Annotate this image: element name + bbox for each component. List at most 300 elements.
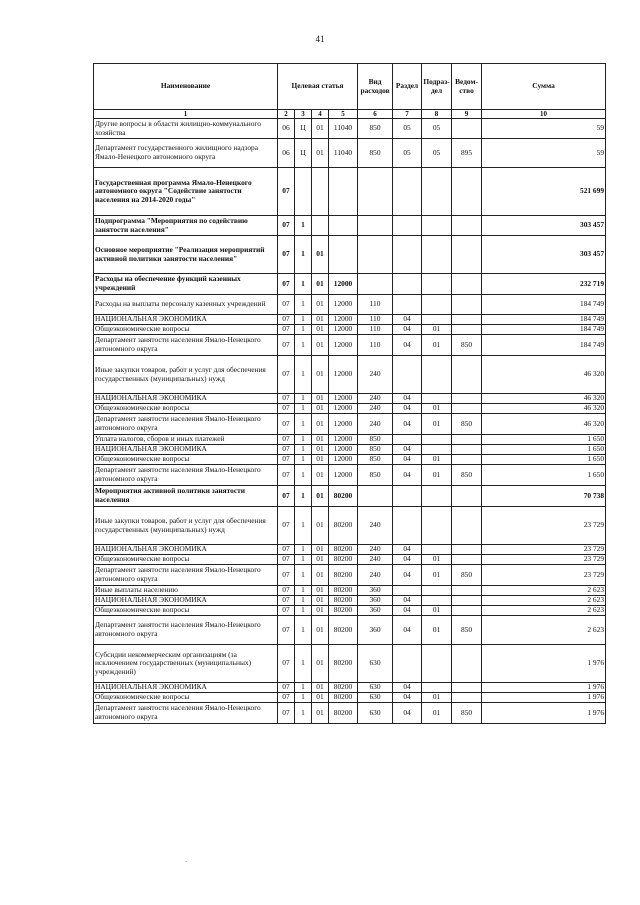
cell-section: 04 bbox=[393, 455, 422, 465]
cell-subprogram: 1 bbox=[295, 445, 312, 455]
cell-expense-type bbox=[358, 274, 393, 295]
cell-program: 07 bbox=[278, 703, 295, 724]
cell-subprogram: 1 bbox=[295, 693, 312, 703]
cell-section bbox=[393, 168, 422, 216]
header-target: Целевая статья bbox=[278, 64, 358, 110]
column-number: 4 bbox=[312, 110, 329, 119]
cell-sum: 1 976 bbox=[482, 703, 606, 724]
cell-subprogram: Ц bbox=[295, 119, 312, 139]
cell-program: 07 bbox=[278, 394, 295, 404]
table-row bbox=[94, 455, 606, 465]
cell-subprogram: 1 bbox=[295, 274, 312, 295]
cell-event: 01 bbox=[312, 295, 329, 315]
cell-department: 850 bbox=[452, 335, 482, 356]
cell-sum: 2 623 bbox=[482, 586, 606, 596]
cell-direction: 12000 bbox=[329, 445, 358, 455]
cell-program: 07 bbox=[278, 445, 295, 455]
table-row bbox=[94, 606, 606, 616]
cell-subsection: 01 bbox=[422, 555, 452, 565]
cell-direction: 12000 bbox=[329, 315, 358, 325]
cell-program: 07 bbox=[278, 435, 295, 445]
cell-section: 05 bbox=[393, 119, 422, 139]
cell-program: 07 bbox=[278, 645, 295, 683]
cell-department bbox=[452, 274, 482, 295]
cell-section: 04 bbox=[393, 616, 422, 645]
cell-event: 01 bbox=[312, 236, 329, 274]
scan-dot: · bbox=[185, 858, 188, 866]
row-name: Департамент занятости населения Ямало-Ненецкого автономного округа bbox=[94, 414, 278, 435]
row-name: Мероприятия активной политики занятости населения bbox=[94, 486, 278, 507]
cell-subsection bbox=[422, 168, 452, 216]
cell-direction: 80200 bbox=[329, 586, 358, 596]
cell-department: 850 bbox=[452, 465, 482, 486]
cell-direction: 12000 bbox=[329, 414, 358, 435]
cell-department bbox=[452, 435, 482, 445]
cell-expense-type: 240 bbox=[358, 394, 393, 404]
cell-department bbox=[452, 404, 482, 414]
cell-sum: 303 457 bbox=[482, 236, 606, 274]
table-row bbox=[94, 168, 606, 216]
cell-department bbox=[452, 394, 482, 404]
cell-subprogram: 1 bbox=[295, 404, 312, 414]
row-name: НАЦИОНАЛЬНАЯ ЭКОНОМИКА bbox=[94, 445, 278, 455]
cell-direction: 80200 bbox=[329, 596, 358, 606]
row-name: Департамент занятости населения Ямало-Ненецкого автономного округа bbox=[94, 465, 278, 486]
cell-expense-type bbox=[358, 236, 393, 274]
column-number: 10 bbox=[482, 110, 606, 119]
cell-sum: 1 650 bbox=[482, 445, 606, 455]
table-row bbox=[94, 445, 606, 455]
cell-program: 07 bbox=[278, 683, 295, 693]
cell-expense-type: 850 bbox=[358, 465, 393, 486]
cell-section: 04 bbox=[393, 445, 422, 455]
cell-direction: 80200 bbox=[329, 693, 358, 703]
cell-subsection: 01 bbox=[422, 465, 452, 486]
cell-program: 07 bbox=[278, 555, 295, 565]
row-name: НАЦИОНАЛЬНАЯ ЭКОНОМИКА bbox=[94, 394, 278, 404]
cell-event: 01 bbox=[312, 404, 329, 414]
cell-section: 05 bbox=[393, 139, 422, 168]
row-name: НАЦИОНАЛЬНАЯ ЭКОНОМИКА bbox=[94, 545, 278, 555]
cell-direction: 12000 bbox=[329, 435, 358, 445]
cell-subprogram: 1 bbox=[295, 356, 312, 394]
cell-department: 895 bbox=[452, 139, 482, 168]
cell-program: 07 bbox=[278, 168, 295, 216]
cell-event: 01 bbox=[312, 586, 329, 596]
cell-subsection: 01 bbox=[422, 455, 452, 465]
table-row bbox=[94, 356, 606, 394]
row-name: Департамент занятости населения Ямало-Ненецкого автономного округа bbox=[94, 703, 278, 724]
row-name: Государственная программа Ямало-Ненецкого автономного округа "Содействие занятости населения на 2014-2020 годы" bbox=[94, 168, 278, 216]
table-row bbox=[94, 315, 606, 325]
cell-department: 850 bbox=[452, 414, 482, 435]
cell-direction: 80200 bbox=[329, 683, 358, 693]
cell-expense-type: 630 bbox=[358, 645, 393, 683]
cell-subprogram: 1 bbox=[295, 216, 312, 236]
cell-sum: 1 976 bbox=[482, 683, 606, 693]
row-name: Департамент занятости населения Ямало-Ненецкого автономного округа bbox=[94, 335, 278, 356]
cell-expense-type: 360 bbox=[358, 586, 393, 596]
cell-subsection bbox=[422, 586, 452, 596]
cell-subprogram: 1 bbox=[295, 394, 312, 404]
cell-event: 01 bbox=[312, 545, 329, 555]
page-number: 41 bbox=[315, 34, 325, 44]
cell-section: 04 bbox=[393, 414, 422, 435]
cell-subprogram: Ц bbox=[295, 139, 312, 168]
cell-section: 04 bbox=[393, 606, 422, 616]
cell-subsection: 01 bbox=[422, 414, 452, 435]
table-row bbox=[94, 545, 606, 555]
cell-event: 01 bbox=[312, 445, 329, 455]
cell-subprogram: 1 bbox=[295, 335, 312, 356]
cell-expense-type: 240 bbox=[358, 555, 393, 565]
cell-sum: 521 699 bbox=[482, 168, 606, 216]
table-row bbox=[94, 683, 606, 693]
cell-program: 07 bbox=[278, 455, 295, 465]
table-row bbox=[94, 435, 606, 445]
row-name: Основное мероприятие "Реализация мероприятий активной политики занятости населения" bbox=[94, 236, 278, 274]
cell-subprogram: 1 bbox=[295, 683, 312, 693]
table-row bbox=[94, 465, 606, 486]
cell-section bbox=[393, 645, 422, 683]
cell-department bbox=[452, 119, 482, 139]
cell-event bbox=[312, 168, 329, 216]
row-name: Другие вопросы в области жилищно-коммунального хозяйства bbox=[94, 119, 278, 139]
cell-direction: 12000 bbox=[329, 465, 358, 486]
cell-event: 01 bbox=[312, 645, 329, 683]
cell-section: 04 bbox=[393, 683, 422, 693]
cell-subprogram: 1 bbox=[295, 295, 312, 315]
cell-section: 04 bbox=[393, 394, 422, 404]
cell-department bbox=[452, 455, 482, 465]
cell-expense-type: 240 bbox=[358, 545, 393, 555]
cell-expense-type: 850 bbox=[358, 435, 393, 445]
cell-expense-type: 360 bbox=[358, 596, 393, 606]
column-number: 9 bbox=[452, 110, 482, 119]
cell-subsection: 01 bbox=[422, 404, 452, 414]
cell-subprogram: 1 bbox=[295, 455, 312, 465]
cell-section: 04 bbox=[393, 335, 422, 356]
cell-subsection bbox=[422, 545, 452, 555]
cell-direction: 80200 bbox=[329, 507, 358, 545]
cell-sum: 46 320 bbox=[482, 356, 606, 394]
cell-section bbox=[393, 507, 422, 545]
cell-department bbox=[452, 545, 482, 555]
cell-sum: 232 719 bbox=[482, 274, 606, 295]
cell-sum: 184 749 bbox=[482, 335, 606, 356]
cell-department bbox=[452, 356, 482, 394]
table-row bbox=[94, 486, 606, 507]
cell-sum: 1 650 bbox=[482, 435, 606, 445]
cell-expense-type: 240 bbox=[358, 507, 393, 545]
cell-event: 01 bbox=[312, 565, 329, 586]
cell-department bbox=[452, 693, 482, 703]
cell-department: 850 bbox=[452, 703, 482, 724]
cell-program: 07 bbox=[278, 596, 295, 606]
cell-section: 04 bbox=[393, 404, 422, 414]
cell-program: 07 bbox=[278, 693, 295, 703]
table-row bbox=[94, 693, 606, 703]
cell-subsection: 01 bbox=[422, 565, 452, 586]
cell-direction: 12000 bbox=[329, 325, 358, 335]
cell-section: 04 bbox=[393, 325, 422, 335]
header-razdel: Раздел bbox=[393, 64, 422, 110]
cell-event: 01 bbox=[312, 616, 329, 645]
cell-program: 07 bbox=[278, 606, 295, 616]
table-row bbox=[94, 139, 606, 168]
cell-program: 07 bbox=[278, 616, 295, 645]
cell-expense-type bbox=[358, 216, 393, 236]
cell-subprogram: 1 bbox=[295, 325, 312, 335]
row-name: НАЦИОНАЛЬНАЯ ЭКОНОМИКА bbox=[94, 683, 278, 693]
row-name: Общеэкономические вопросы bbox=[94, 606, 278, 616]
cell-subsection bbox=[422, 315, 452, 325]
cell-department bbox=[452, 315, 482, 325]
table-row bbox=[94, 119, 606, 139]
cell-department bbox=[452, 645, 482, 683]
cell-section: 04 bbox=[393, 465, 422, 486]
cell-direction: 80200 bbox=[329, 606, 358, 616]
cell-department bbox=[452, 683, 482, 693]
cell-event: 01 bbox=[312, 606, 329, 616]
cell-sum: 59 bbox=[482, 139, 606, 168]
row-name: Подпрограмма "Мероприятия по содействию занятости населения" bbox=[94, 216, 278, 236]
cell-sum: 184 749 bbox=[482, 315, 606, 325]
cell-subsection bbox=[422, 394, 452, 404]
cell-event: 01 bbox=[312, 325, 329, 335]
cell-subsection bbox=[422, 216, 452, 236]
cell-program: 07 bbox=[278, 465, 295, 486]
cell-event: 01 bbox=[312, 274, 329, 295]
cell-event: 01 bbox=[312, 394, 329, 404]
cell-expense-type: 110 bbox=[358, 315, 393, 325]
cell-sum: 1 650 bbox=[482, 455, 606, 465]
row-name: Общеэкономические вопросы bbox=[94, 555, 278, 565]
cell-subsection bbox=[422, 356, 452, 394]
row-name: Общеэкономические вопросы bbox=[94, 325, 278, 335]
row-name: Расходы на обеспечение функций казенных учреждений bbox=[94, 274, 278, 295]
cell-subsection: 05 bbox=[422, 139, 452, 168]
cell-expense-type: 240 bbox=[358, 565, 393, 586]
cell-expense-type: 240 bbox=[358, 414, 393, 435]
cell-subsection bbox=[422, 486, 452, 507]
cell-expense-type: 850 bbox=[358, 139, 393, 168]
table-row bbox=[94, 645, 606, 683]
cell-department bbox=[452, 507, 482, 545]
cell-department bbox=[452, 596, 482, 606]
cell-subprogram: 1 bbox=[295, 545, 312, 555]
table-row bbox=[94, 404, 606, 414]
table-row bbox=[94, 236, 606, 274]
row-name: НАЦИОНАЛЬНАЯ ЭКОНОМИКА bbox=[94, 596, 278, 606]
cell-expense-type: 360 bbox=[358, 616, 393, 645]
cell-section: 04 bbox=[393, 703, 422, 724]
cell-expense-type bbox=[358, 168, 393, 216]
cell-department bbox=[452, 168, 482, 216]
cell-sum: 2 623 bbox=[482, 596, 606, 606]
row-name: Общеэкономические вопросы bbox=[94, 455, 278, 465]
cell-subsection: 01 bbox=[422, 703, 452, 724]
cell-program: 07 bbox=[278, 565, 295, 586]
cell-subsection: 01 bbox=[422, 616, 452, 645]
cell-direction bbox=[329, 168, 358, 216]
cell-expense-type: 360 bbox=[358, 606, 393, 616]
table-row bbox=[94, 507, 606, 545]
table-row bbox=[94, 394, 606, 404]
cell-subprogram: 1 bbox=[295, 555, 312, 565]
cell-subprogram: 1 bbox=[295, 565, 312, 586]
table-row bbox=[94, 565, 606, 586]
cell-direction: 80200 bbox=[329, 555, 358, 565]
table-row bbox=[94, 295, 606, 315]
cell-sum: 23 729 bbox=[482, 507, 606, 545]
cell-sum: 303 457 bbox=[482, 216, 606, 236]
cell-department bbox=[452, 216, 482, 236]
column-number-row bbox=[94, 110, 606, 119]
cell-program: 07 bbox=[278, 274, 295, 295]
header-vedomstvo: Ведом-ство bbox=[452, 64, 482, 110]
cell-department bbox=[452, 445, 482, 455]
cell-subsection: 01 bbox=[422, 606, 452, 616]
cell-sum: 70 738 bbox=[482, 486, 606, 507]
cell-program: 07 bbox=[278, 295, 295, 315]
cell-event: 01 bbox=[312, 455, 329, 465]
cell-subprogram: 1 bbox=[295, 586, 312, 596]
cell-sum: 59 bbox=[482, 119, 606, 139]
budget-table bbox=[93, 63, 606, 724]
cell-subsection: 01 bbox=[422, 335, 452, 356]
cell-section bbox=[393, 274, 422, 295]
cell-event: 01 bbox=[312, 693, 329, 703]
header-podrazdel: Подраз-дел bbox=[422, 64, 452, 110]
cell-direction: 11040 bbox=[329, 119, 358, 139]
cell-event: 01 bbox=[312, 139, 329, 168]
cell-section: 04 bbox=[393, 545, 422, 555]
cell-sum: 2 623 bbox=[482, 606, 606, 616]
cell-program: 07 bbox=[278, 404, 295, 414]
row-name: Общеэкономические вопросы bbox=[94, 404, 278, 414]
cell-direction: 12000 bbox=[329, 356, 358, 394]
cell-program: 06 bbox=[278, 139, 295, 168]
cell-program: 07 bbox=[278, 486, 295, 507]
cell-sum: 23 729 bbox=[482, 565, 606, 586]
table-row bbox=[94, 325, 606, 335]
cell-expense-type: 110 bbox=[358, 335, 393, 356]
cell-subsection bbox=[422, 236, 452, 274]
cell-sum: 184 749 bbox=[482, 295, 606, 315]
cell-expense-type: 630 bbox=[358, 693, 393, 703]
cell-sum: 184 749 bbox=[482, 325, 606, 335]
row-name: Иные выплаты населению bbox=[94, 586, 278, 596]
cell-subprogram: 1 bbox=[295, 703, 312, 724]
cell-department: 850 bbox=[452, 616, 482, 645]
cell-section bbox=[393, 295, 422, 315]
cell-department bbox=[452, 486, 482, 507]
cell-event: 01 bbox=[312, 414, 329, 435]
cell-event: 01 bbox=[312, 465, 329, 486]
cell-direction: 80200 bbox=[329, 645, 358, 683]
cell-subprogram: 1 bbox=[295, 435, 312, 445]
cell-department bbox=[452, 586, 482, 596]
cell-section bbox=[393, 435, 422, 445]
table-row bbox=[94, 586, 606, 596]
cell-section bbox=[393, 356, 422, 394]
cell-subprogram bbox=[295, 168, 312, 216]
cell-direction: 12000 bbox=[329, 394, 358, 404]
row-name: Департамент занятости населения Ямало-Ненецкого автономного округа bbox=[94, 616, 278, 645]
cell-program: 07 bbox=[278, 586, 295, 596]
cell-event: 01 bbox=[312, 596, 329, 606]
cell-section bbox=[393, 486, 422, 507]
cell-event: 01 bbox=[312, 435, 329, 445]
cell-direction: 80200 bbox=[329, 703, 358, 724]
cell-section: 04 bbox=[393, 565, 422, 586]
cell-direction: 80200 bbox=[329, 616, 358, 645]
cell-expense-type: 630 bbox=[358, 683, 393, 693]
cell-section: 04 bbox=[393, 555, 422, 565]
cell-subprogram: 1 bbox=[295, 507, 312, 545]
table-row bbox=[94, 616, 606, 645]
cell-direction: 12000 bbox=[329, 455, 358, 465]
cell-expense-type: 240 bbox=[358, 356, 393, 394]
cell-program: 07 bbox=[278, 216, 295, 236]
cell-subsection: 05 bbox=[422, 119, 452, 139]
header-summa: Сумма bbox=[482, 64, 606, 110]
cell-sum: 23 729 bbox=[482, 555, 606, 565]
cell-department bbox=[452, 236, 482, 274]
cell-subsection bbox=[422, 596, 452, 606]
cell-subprogram: 1 bbox=[295, 486, 312, 507]
cell-program: 07 bbox=[278, 325, 295, 335]
table-row bbox=[94, 703, 606, 724]
cell-expense-type: 850 bbox=[358, 119, 393, 139]
cell-expense-type: 110 bbox=[358, 325, 393, 335]
column-number: 8 bbox=[422, 110, 452, 119]
cell-event: 01 bbox=[312, 119, 329, 139]
cell-event: 01 bbox=[312, 683, 329, 693]
cell-expense-type: 630 bbox=[358, 703, 393, 724]
cell-section bbox=[393, 586, 422, 596]
row-name: Субсидии некоммерческим организациям (за исключением государственных (муниципальных) учреждений) bbox=[94, 645, 278, 683]
column-number: 2 bbox=[278, 110, 295, 119]
column-number: 3 bbox=[295, 110, 312, 119]
cell-event: 01 bbox=[312, 555, 329, 565]
cell-program: 07 bbox=[278, 507, 295, 545]
cell-event: 01 bbox=[312, 703, 329, 724]
table-body bbox=[94, 119, 606, 724]
cell-program: 07 bbox=[278, 236, 295, 274]
column-number: 1 bbox=[94, 110, 278, 119]
cell-program: 07 bbox=[278, 545, 295, 555]
header-row bbox=[94, 64, 606, 110]
cell-subsection bbox=[422, 507, 452, 545]
cell-expense-type: 850 bbox=[358, 445, 393, 455]
cell-direction: 80200 bbox=[329, 545, 358, 555]
cell-program: 07 bbox=[278, 414, 295, 435]
column-number: 7 bbox=[393, 110, 422, 119]
cell-direction: 80200 bbox=[329, 565, 358, 586]
cell-subprogram: 1 bbox=[295, 315, 312, 325]
table-row bbox=[94, 274, 606, 295]
cell-direction: 12000 bbox=[329, 404, 358, 414]
cell-department bbox=[452, 555, 482, 565]
cell-subprogram: 1 bbox=[295, 606, 312, 616]
cell-section: 04 bbox=[393, 315, 422, 325]
cell-subsection bbox=[422, 445, 452, 455]
cell-sum: 1 976 bbox=[482, 645, 606, 683]
cell-event bbox=[312, 216, 329, 236]
header-vid: Вид расходов bbox=[358, 64, 393, 110]
